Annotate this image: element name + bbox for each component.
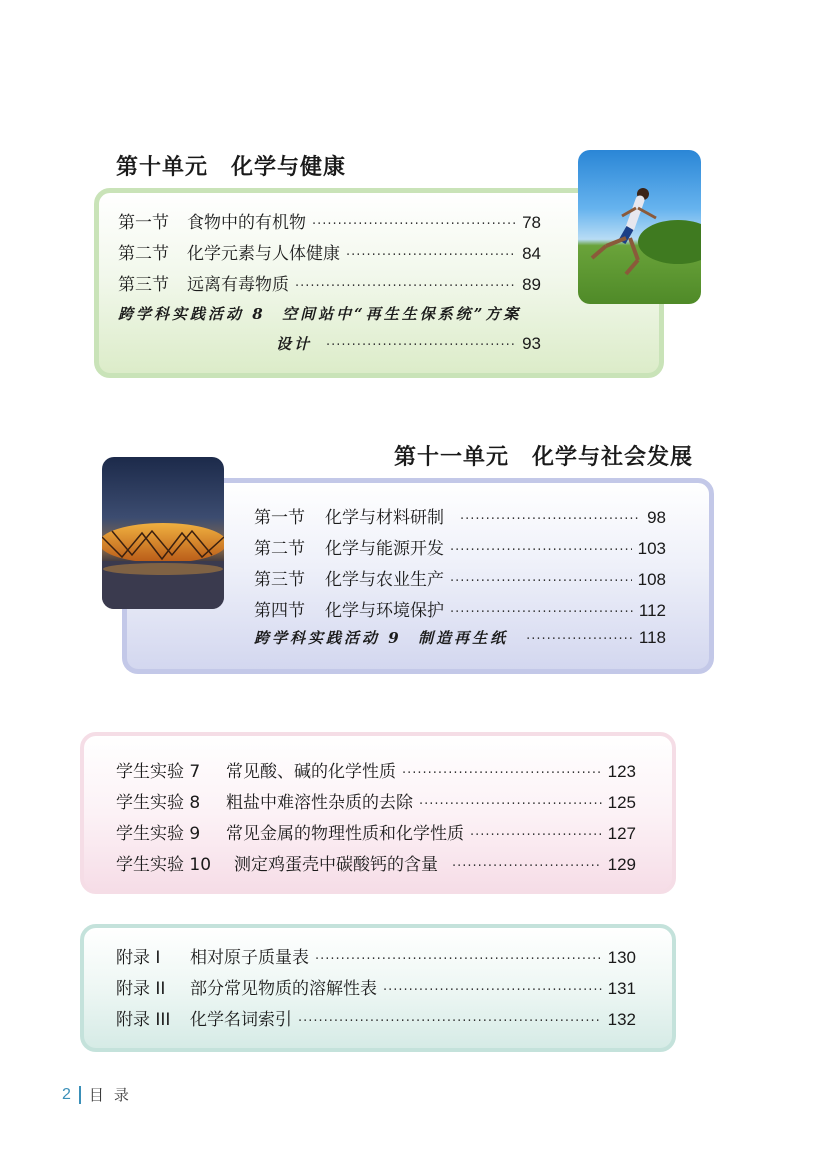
unit10-title: 第十单元 化学与健康 xyxy=(116,154,347,180)
section-label: 第三节 xyxy=(254,570,305,590)
toc-row-activity[interactable] xyxy=(276,333,541,357)
section-label: 第三节 xyxy=(118,275,169,295)
footer-page-number: 2 xyxy=(62,1085,71,1103)
toc-row[interactable] xyxy=(118,270,541,294)
section-title: 化学与农业生产 xyxy=(325,570,444,590)
leader-dots xyxy=(470,828,602,843)
section-title: 化学元素与人体健康 xyxy=(187,244,340,264)
page-number: 125 xyxy=(607,793,636,812)
leader-dots xyxy=(450,574,632,589)
page-number: 118 xyxy=(638,628,666,647)
activity-title-line2: 设计 xyxy=(276,335,313,353)
page-footer xyxy=(62,1084,139,1105)
section-label: 第二节 xyxy=(254,539,305,559)
toc-row[interactable] xyxy=(118,239,541,263)
section-label: 第一节 xyxy=(254,508,305,528)
page-number: 112 xyxy=(638,601,666,620)
leader-dots xyxy=(315,952,602,967)
leader-dots xyxy=(312,217,516,232)
section-label: 第二节 xyxy=(118,244,169,264)
toc-row[interactable] xyxy=(116,850,636,874)
toc-row[interactable] xyxy=(254,503,666,527)
section-label: 附录 II xyxy=(116,979,166,999)
section-title: 化学与材料研制 xyxy=(325,508,444,528)
section-label: 学生实验 10 xyxy=(116,855,212,875)
leader-dots xyxy=(298,1014,602,1029)
section-label: 学生实验 7 xyxy=(116,762,201,782)
toc-row[interactable] xyxy=(254,596,666,620)
section-title: 测定鸡蛋壳中碳酸钙的含量 xyxy=(234,855,438,875)
page-number: 123 xyxy=(607,762,636,781)
leader-dots xyxy=(326,338,516,353)
page-number: 103 xyxy=(637,539,666,558)
activity-title: 跨学科实践活动 9 制造再生纸 xyxy=(254,629,509,647)
section-label: 学生实验 9 xyxy=(116,824,201,844)
runner-illustration xyxy=(578,150,701,304)
section-label: 附录 I xyxy=(116,948,161,968)
page-number: 84 xyxy=(522,244,541,263)
leader-dots xyxy=(450,605,633,620)
section-title: 化学与环境保护 xyxy=(325,601,444,621)
leader-dots xyxy=(402,766,602,781)
section-title: 常见金属的物理性质和化学性质 xyxy=(226,824,464,844)
stadium-illustration xyxy=(102,457,224,609)
leader-dots xyxy=(419,797,602,812)
section-label: 第一节 xyxy=(118,213,169,233)
page-number: 78 xyxy=(522,213,541,232)
toc-row[interactable] xyxy=(254,534,666,558)
section-title: 相对原子质量表 xyxy=(190,948,309,968)
section-title: 化学名词索引 xyxy=(190,1010,292,1030)
runner-photo xyxy=(578,150,701,304)
toc-row[interactable] xyxy=(116,757,636,781)
section-title: 部分常见物质的溶解性表 xyxy=(190,979,377,999)
toc-row[interactable] xyxy=(118,208,541,232)
activity-title-line1[interactable]: 跨学科实践活动 8 空间站中“再生生保系统”方案 xyxy=(118,305,522,323)
section-title: 远离有毒物质 xyxy=(187,275,289,295)
toc-row[interactable] xyxy=(116,943,636,967)
toc-row[interactable] xyxy=(254,565,666,589)
section-title: 食物中的有机物 xyxy=(187,213,306,233)
leader-dots xyxy=(460,512,641,527)
page-number: 89 xyxy=(522,275,541,294)
toc-row[interactable] xyxy=(116,1005,636,1029)
section-title: 化学与能源开发 xyxy=(325,539,444,559)
leader-dots xyxy=(450,543,632,558)
unit11-title: 第十一单元 化学与社会发展 xyxy=(394,444,694,470)
toc-row-activity[interactable] xyxy=(254,627,666,651)
stadium-photo xyxy=(102,457,224,609)
section-title: 粗盐中难溶性杂质的去除 xyxy=(226,793,413,813)
section-label: 第四节 xyxy=(254,601,305,621)
leader-dots xyxy=(452,859,602,874)
toc-row[interactable] xyxy=(116,788,636,812)
section-label: 学生实验 8 xyxy=(116,793,201,813)
page-number: 131 xyxy=(607,979,636,998)
section-label: 附录 III xyxy=(116,1010,171,1030)
page-number: 108 xyxy=(637,570,666,589)
page-number: 93 xyxy=(522,334,541,353)
section-title: 常见酸、碱的化学性质 xyxy=(226,762,396,782)
page-number: 129 xyxy=(607,855,636,874)
leader-dots xyxy=(383,983,602,998)
page-number: 127 xyxy=(607,824,636,843)
page-number: 132 xyxy=(607,1010,636,1029)
footer-label: 目录 xyxy=(88,1086,139,1104)
page-number: 98 xyxy=(647,508,666,527)
toc-row[interactable] xyxy=(116,974,636,998)
leader-dots xyxy=(295,279,516,294)
page-number: 130 xyxy=(607,948,636,967)
toc-row[interactable] xyxy=(116,819,636,843)
leader-dots xyxy=(526,632,633,647)
footer-divider xyxy=(79,1086,81,1104)
leader-dots xyxy=(346,248,516,263)
